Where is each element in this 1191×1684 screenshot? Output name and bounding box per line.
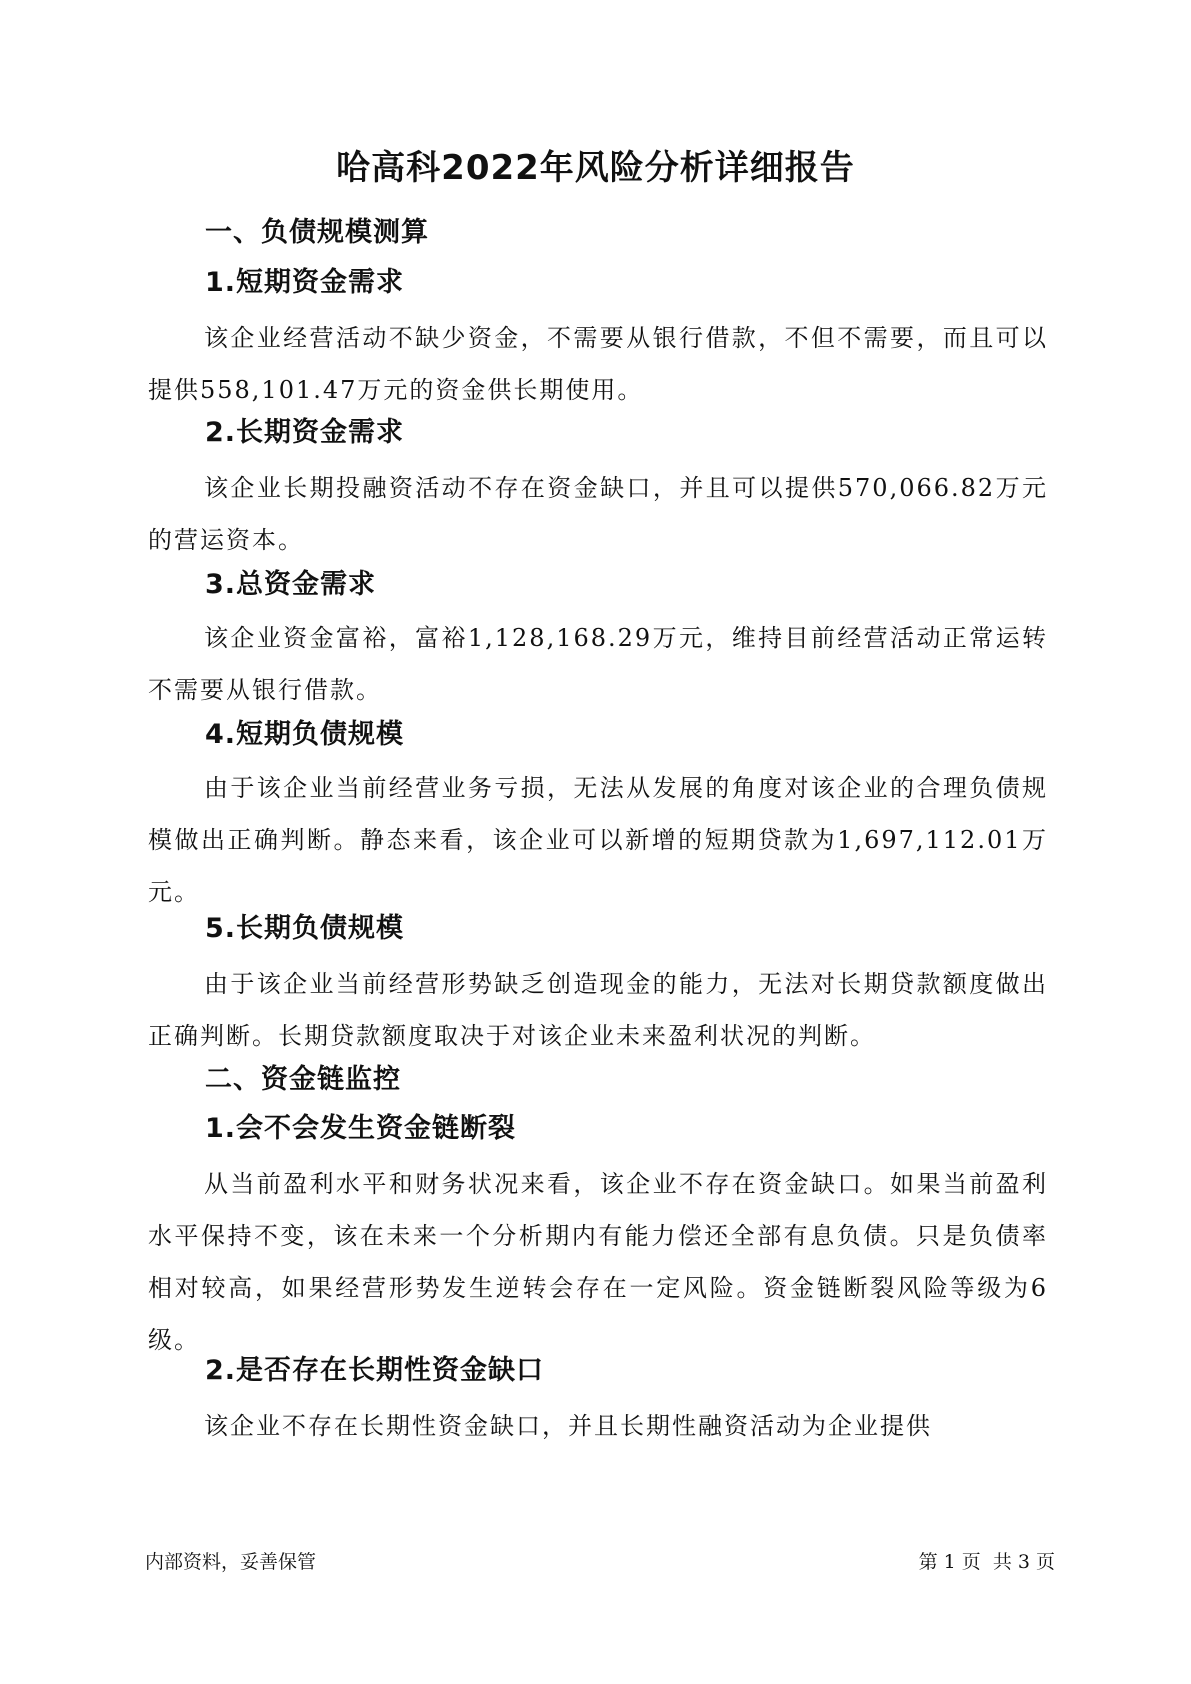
document-title: 哈高科2022年风险分析详细报告	[336, 148, 855, 188]
subheading-long-term-funds: 2.长期资金需求	[205, 417, 405, 448]
section-heading-debt-scale: 一、负债规模测算	[205, 217, 429, 248]
paragraph-long-term-debt: 由于该企业当前经营形势缺乏创造现金的能力，无法对长期贷款额度做出正确判断。长期贷款额度取决于对该企业未来盈利状况的判断。	[148, 970, 1048, 1050]
paragraph-short-term-debt: 由于该企业当前经营业务亏损，无法从发展的角度对该企业的合理负债规模做出正确判断。静态来看，该企业可以新增的短期贷款为1,697,112.01万元。	[148, 774, 1048, 906]
subheading-total-funds: 3.总资金需求	[205, 569, 377, 600]
section-heading-capital-chain: 二、资金链监控	[205, 1064, 401, 1095]
footer-confidential-note: 内部资料，妥善保管	[145, 1551, 317, 1573]
paragraph-total-funds: 该企业资金富裕，富裕1,128,168.29万元，维持目前经营活动正常运转不需要从银行借款。	[148, 624, 1048, 704]
paragraph-long-term-funds: 该企业长期投融资活动不存在资金缺口，并且可以提供570,066.82万元的营运资本。	[148, 474, 1048, 554]
subheading-long-term-debt: 5.长期负债规模	[205, 913, 405, 944]
subheading-short-term-funds: 1.短期资金需求	[205, 267, 405, 298]
paragraph-long-term-gap: 该企业不存在长期性资金缺口，并且长期性融资活动为企业提供	[204, 1412, 932, 1440]
subheading-long-term-gap: 2.是否存在长期性资金缺口	[205, 1355, 545, 1386]
paragraph-chain-break: 从当前盈利水平和财务状况来看，该企业不存在资金缺口。如果当前盈利水平保持不变，该在未来一个分析期内有能力偿还全部有息负债。只是负债率相对较高，如果经营形势发生逆转会存在一定风险。资金链断裂风险等级为6级。	[148, 1170, 1048, 1354]
subheading-chain-break: 1.会不会发生资金链断裂	[205, 1113, 517, 1144]
footer-page-number: 第 1 页 共 3 页	[918, 1551, 1055, 1573]
subheading-short-term-debt: 4.短期负债规模	[205, 719, 405, 750]
paragraph-short-term-funds: 该企业经营活动不缺少资金，不需要从银行借款，不但不需要，而且可以提供558,101.47万元的资金供长期使用。	[148, 324, 1048, 404]
